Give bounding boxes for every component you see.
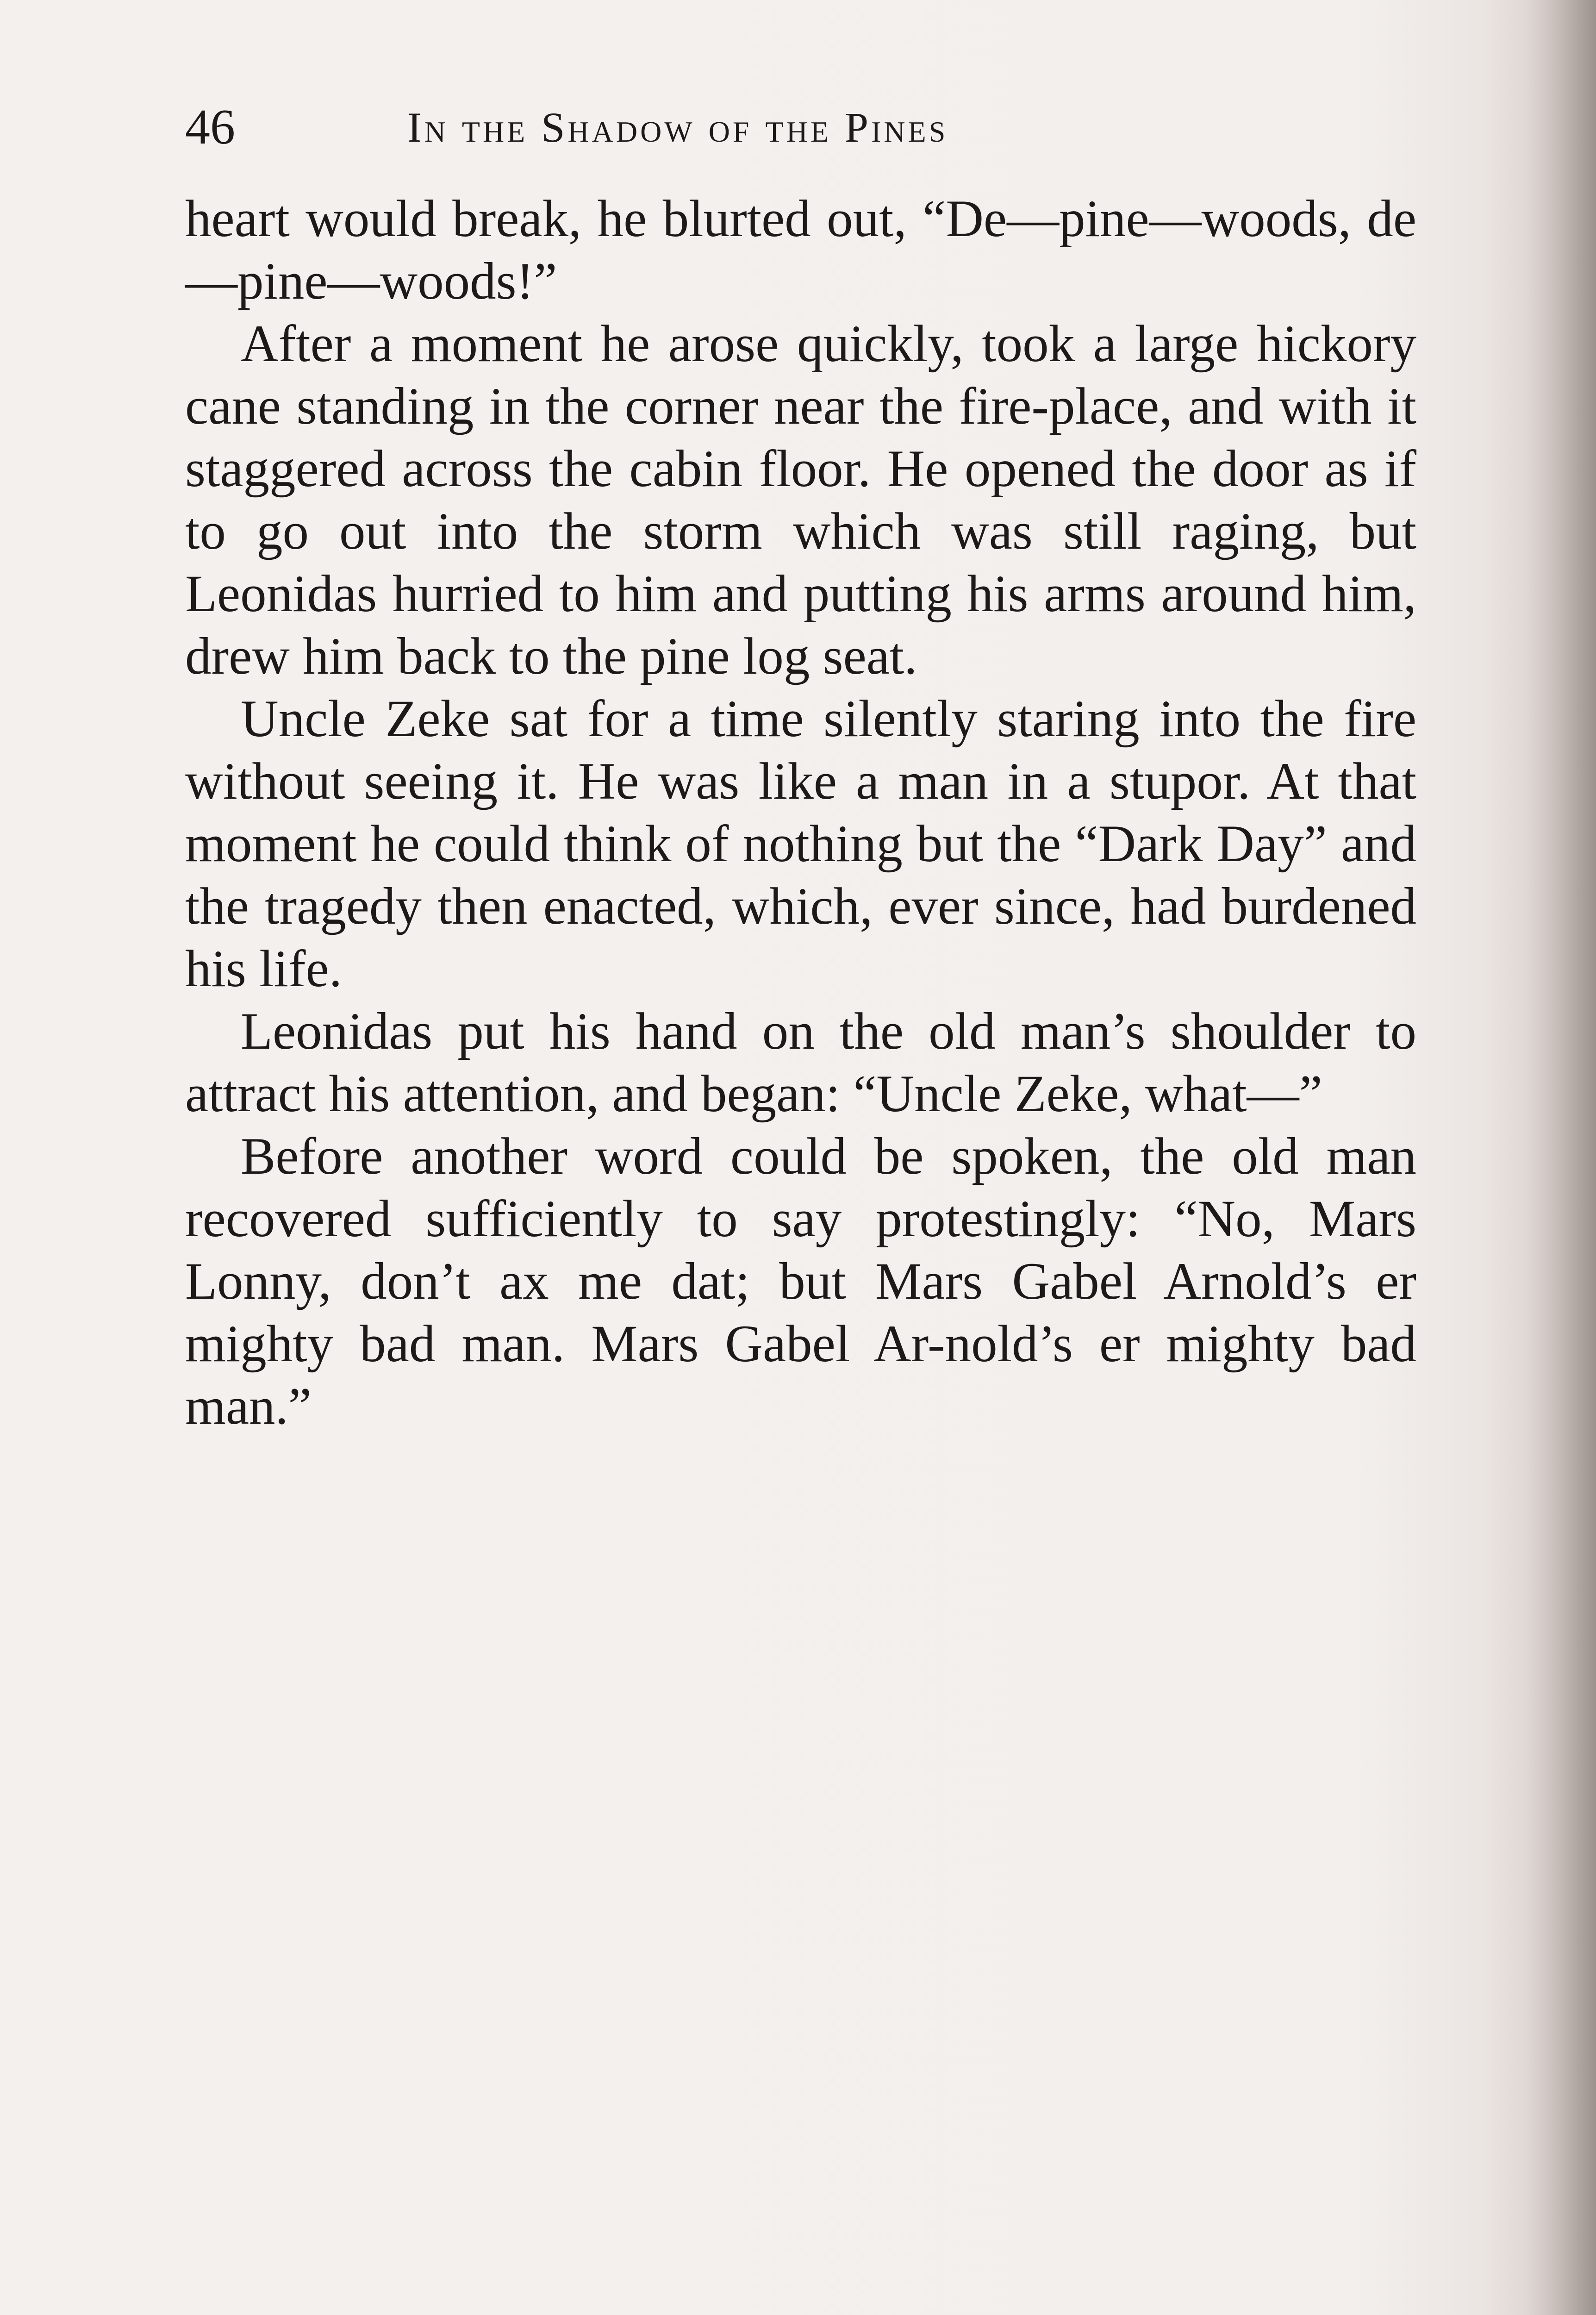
running-header <box>185 93 1416 162</box>
paragraph-3: Uncle Zeke sat for a time silently staring into the fire without seeing it. He was like a man in a stupor. At that moment he could think of nothing but the “Dark Day” and the tragedy then enacted, which, ever since, had burdened his life. <box>185 690 1416 998</box>
paragraph-4: Leonidas put his hand on the old man’s shoulder to attract his attention, and began: “Uncle Zeke, what—” <box>185 1002 1416 1123</box>
paragraph-5: Before another word could be spoken, the old man recovered sufficiently to say protestingly: “No, Mars Lonny, don’t ax me dat; but Mars Gabel Arnold’s er mighty bad man. Mars Gabel Ar-nold’s er mighty bad man.” <box>185 1127 1416 1435</box>
paragraph-1: heart would break, he blurted out, “De—pine—woods, de—pine—woods!” <box>185 190 1416 310</box>
page-number: 46 <box>185 100 235 155</box>
paragraph-2: After a moment he arose quickly, took a large hickory cane standing in the corner near the fire-place, and with it staggered across the cabin floor. He opened the door as if to go out into the storm which was still raging, but Leonidas hurried to him and putting his arms around him, drew him back to the pine log seat. <box>185 315 1416 685</box>
running-title: In the Shadow of the Pines <box>407 104 948 151</box>
page-edge-shadow <box>1527 0 1596 2315</box>
body-text <box>185 188 1416 1438</box>
